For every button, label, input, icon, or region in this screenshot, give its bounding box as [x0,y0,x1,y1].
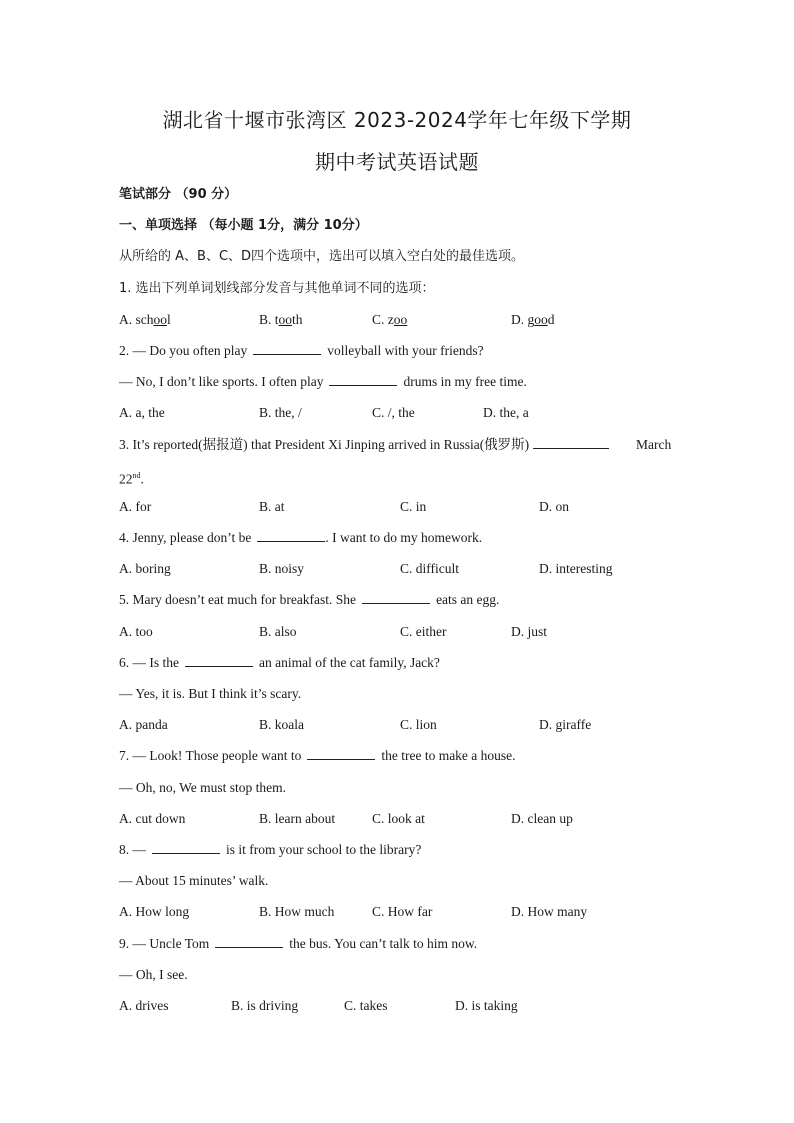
q1-option-d: D. good [511,312,555,327]
question-2-line2: — No, I don’t like sports. I often play drums in my free time. [119,374,527,389]
answer-blank [215,935,283,948]
answer-blank [307,747,375,760]
q5-option-a: A. too [119,624,153,639]
answer-blank [362,591,430,604]
part1-instruction: 从所给的 A、B、C、D四个选项中，选出可以填入空白处的最佳选项。 [119,249,525,264]
answer-blank [257,529,325,542]
part1-heading: 一、单项选择 （每小题 1分，满分 10分） [119,218,368,233]
q5-option-c: C. either [400,624,447,639]
question-4-line: 4. Jenny, please don’t be . I want to do my homework. [119,530,483,545]
question-9-line2: — Oh, I see. [119,967,188,982]
question-8-line2: — About 15 minutes’ walk. [119,873,269,888]
q9-option-b: B. is driving [231,998,299,1013]
q6-option-c: C. lion [400,717,437,732]
question-1-stem: 1. 选出下列单词划线部分发音与其他单词不同的选项： [119,281,435,296]
question-9-line1: 9. — Uncle Tom the bus. You can’t talk to him now. [119,936,478,951]
q2-option-d: D. the, a [483,405,529,420]
q7-option-d: D. clean up [511,811,573,826]
q4-option-b: B. noisy [259,561,305,576]
q7-option-b: B. learn about [259,811,336,826]
written-section-heading: 笔试部分 （90 分） [119,187,238,202]
q3-option-c: C. in [400,499,427,514]
question-6-line1: 6. — Is the an animal of the cat family, Jack? [119,655,440,670]
q2-option-c: C. /, the [372,405,415,420]
question-3-line1: 3. It’s reported(据报道) that President Xi Jinping arrived in Russia(俄罗斯) [119,436,609,454]
q5-option-d: D. just [511,624,548,639]
q6-option-b: B. koala [259,717,304,732]
exam-title-line1: 湖北省十堰市张湾区 2023-2024学年七年级下学期 [162,108,632,132]
answer-blank [152,841,220,854]
q9-option-c: C. takes [344,998,388,1013]
answer-blank [533,436,609,449]
answer-blank [185,654,253,667]
question-7-line2: — Oh, no, We must stop them. [119,780,287,795]
question-3-line1-end: March [636,437,672,452]
q2-option-a: A. a, the [119,405,165,420]
q8-option-c: C. How far [372,904,433,919]
q1-option-b: B. tooth [259,312,303,327]
q4-option-c: C. difficult [400,561,459,576]
q4-option-a: A. boring [119,561,171,576]
q9-option-a: A. drives [119,998,169,1013]
question-8-line1: 8. — is it from your school to the library? [119,842,422,857]
q3-option-a: A. for [119,499,152,514]
question-7-line1: 7. — Look! Those people want to the tree to make a house. [119,748,516,763]
exam-title-line2: 期中考试英语试题 [315,150,479,174]
q9-option-d: D. is taking [455,998,518,1013]
question-5-line: 5. Mary doesn’t eat much for breakfast. She eats an egg. [119,592,500,607]
q8-option-a: A. How long [119,904,190,919]
q1-option-a: A. school [119,312,171,327]
q4-option-d: D. interesting [539,561,613,576]
question-6-line2: — Yes, it is. But I think it’s scary. [119,686,302,701]
answer-blank [253,342,321,355]
question-2-line1: 2. — Do you often play volleyball with your friends? [119,343,484,358]
q8-option-b: B. How much [259,904,335,919]
question-3-line2: 22nd. [119,471,144,487]
q3-option-b: B. at [259,499,285,514]
q5-option-b: B. also [259,624,297,639]
q7-option-c: C. look at [372,811,425,826]
q3-option-d: D. on [539,499,569,514]
q6-option-a: A. panda [119,717,168,732]
answer-blank [329,373,397,386]
q7-option-a: A. cut down [119,811,186,826]
q1-option-c: C. zoo [372,312,408,327]
q8-option-d: D. How many [511,904,588,919]
q6-option-d: D. giraffe [539,717,592,732]
q2-option-b: B. the, / [259,405,302,420]
